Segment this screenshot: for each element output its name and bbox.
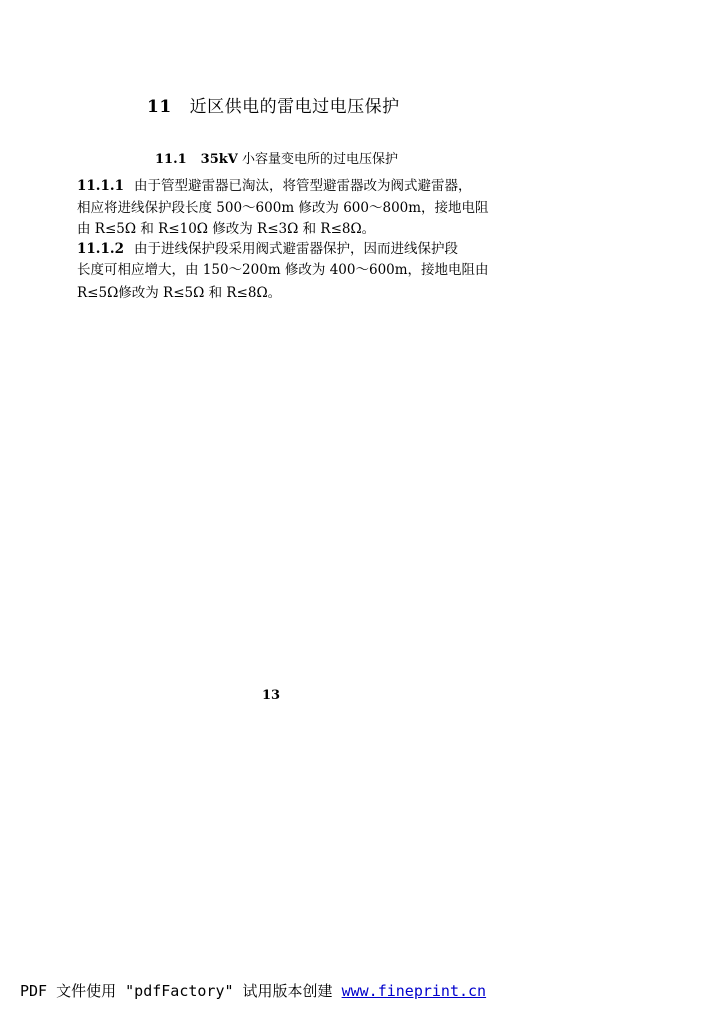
clause-text: 由于进线保护段采用阀式避雷器保护，因而进线保护段 xyxy=(133,241,458,257)
chapter-heading xyxy=(147,92,400,117)
clause-text: 由于管型避雷器已淘汰，将管型避雷器改为阀式避雷器， xyxy=(133,178,472,194)
page-number: 13 xyxy=(262,688,281,703)
clause-2-line-3: R≤5Ω修改为 R≤5Ω 和 R≤8Ω。 xyxy=(77,285,282,301)
clause-1-line-1 xyxy=(77,177,471,196)
footer-text: PDF 文件使用 "pdfFactory" 试用版本创建 xyxy=(20,982,333,1000)
section-voltage: 35kV xyxy=(200,152,238,167)
clause-number: 11.1.1 xyxy=(77,178,124,194)
pdf-footer xyxy=(20,980,486,1001)
clause-2-line-1 xyxy=(77,240,458,259)
chapter-number: 11 xyxy=(147,97,172,117)
chapter-title-text: 近区供电的雷电过电压保护 xyxy=(189,97,400,117)
section-heading xyxy=(155,148,398,167)
clause-1-line-2: 相应将进线保护段长度 500～600m 修改为 600～800m，接地电阻 xyxy=(77,200,489,216)
section-number: 11.1 xyxy=(155,152,187,167)
clause-2-line-2: 长度可相应增大，由 150～200m 修改为 400～600m，接地电阻由 xyxy=(77,262,489,278)
footer-link[interactable]: www.fineprint.cn xyxy=(341,982,487,1000)
clause-number: 11.1.2 xyxy=(77,241,124,257)
clause-1-line-3: 由 R≤5Ω 和 R≤10Ω 修改为 R≤3Ω 和 R≤8Ω。 xyxy=(77,221,376,237)
section-title-text: 小容量变电所的过电压保护 xyxy=(242,152,399,167)
